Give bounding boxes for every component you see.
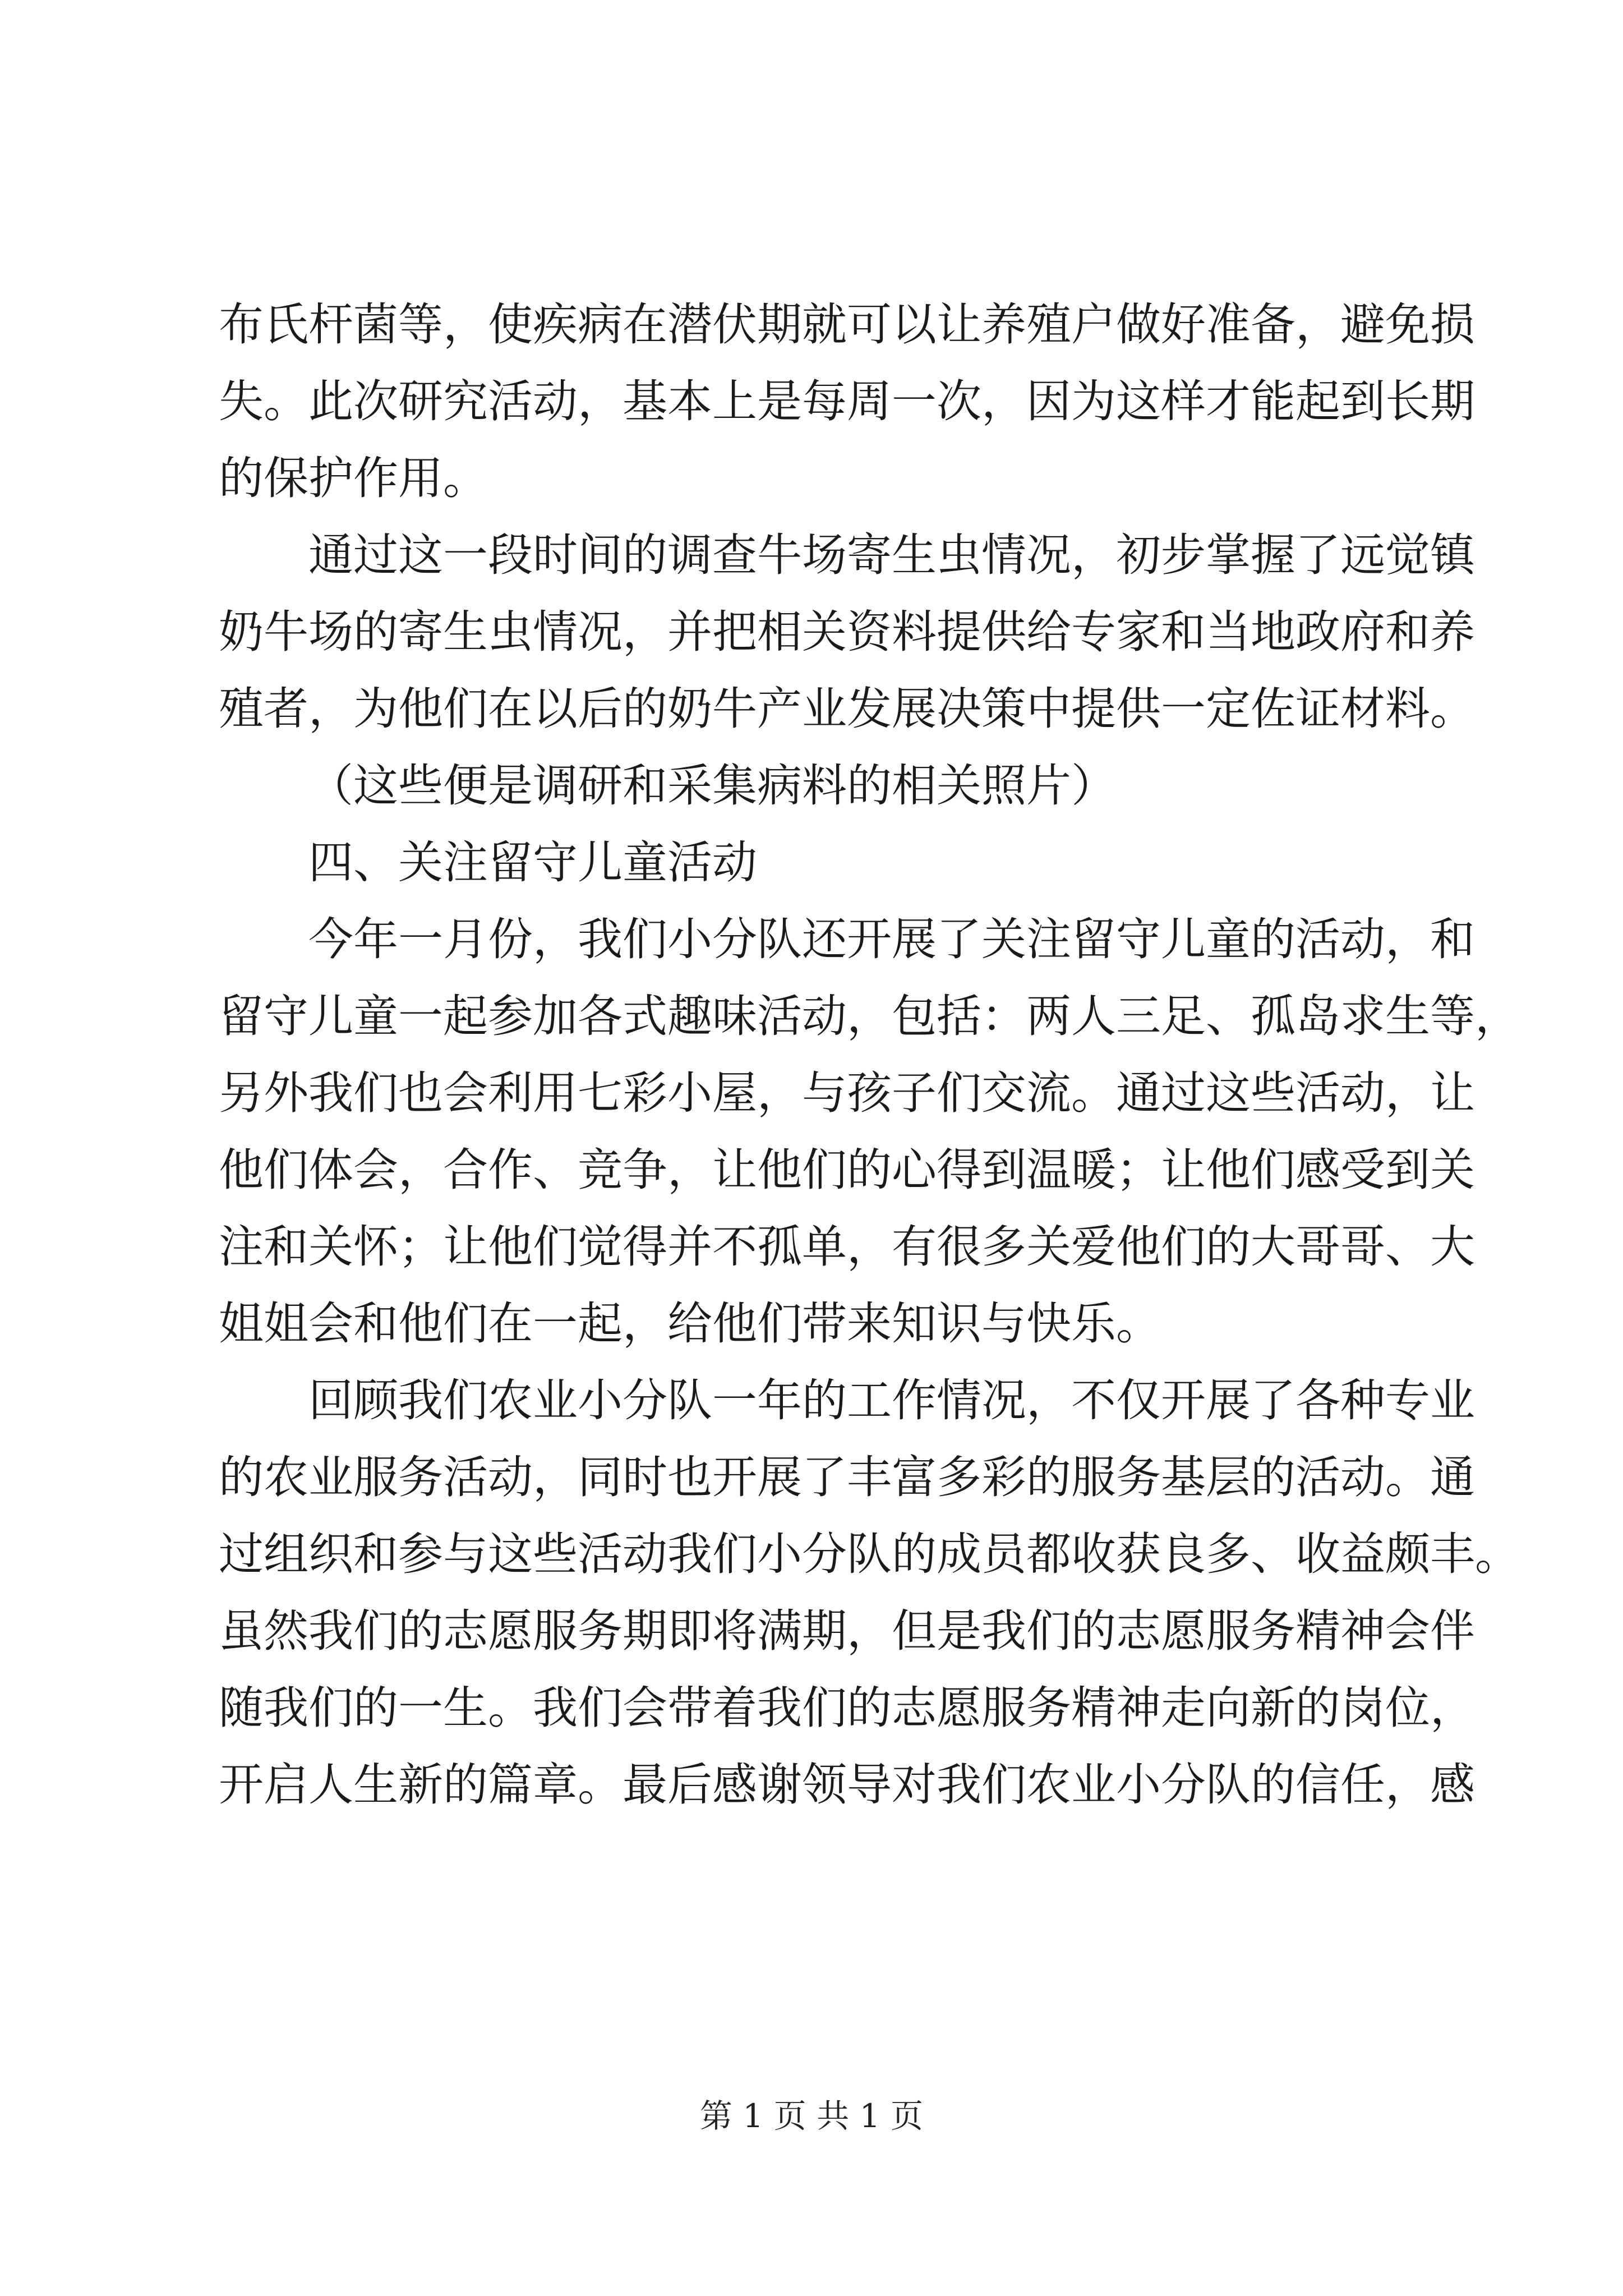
text-line: 奶牛场的寄生虫情况，并把相关资料提供给专家和当地政府和养	[219, 606, 1475, 658]
text-line: 失。此次研究活动，基本上是每周一次，因为这样才能起到长期	[219, 375, 1475, 427]
text-line: 另外我们也会利用七彩小屋，与孩子们交流。通过这些活动，让	[219, 1067, 1475, 1119]
text-line: 留守儿童一起参加各式趣味活动，包括：两人三足、孤岛求生等，	[219, 990, 1520, 1042]
paragraph-first-line: 回顾我们农业小分队一年的工作情况，不仅开展了各种专业	[308, 1374, 1475, 1427]
page-footer: 第 1 页 共 1 页	[700, 2097, 923, 2135]
text-line: 的保护作用。	[219, 452, 488, 504]
paragraph-first-line: 通过这一段时间的调查牛场寄生虫情况，初步掌握了远觉镇	[308, 529, 1475, 581]
text-line: 随我们的一生。我们会带着我们的志愿服务精神走向新的岗位，	[219, 1682, 1475, 1734]
text-line: 布氏杆菌等，使疾病在潜伏期就可以让养殖户做好准备，避免损	[219, 298, 1475, 351]
text-line: 注和关怀；让他们觉得并不孤单，有很多关爱他们的大哥哥、大	[219, 1221, 1475, 1273]
text-line: 虽然我们的志愿服务期即将满期，但是我们的志愿服务精神会伴	[219, 1605, 1475, 1657]
text-line: 的农业服务活动，同时也开展了丰富多彩的服务基层的活动。通	[219, 1451, 1475, 1503]
photo-caption: （这些便是调研和采集病料的相关照片）	[308, 760, 1116, 812]
section-heading: 四、关注留守儿童活动	[308, 836, 757, 889]
text-line: 殖者，为他们在以后的奶牛产业发展决策中提供一定佐证材料。	[219, 683, 1475, 735]
text-line: 过组织和参与这些活动我们小分队的成员都收获良多、收益颇丰。	[219, 1528, 1520, 1580]
text-line: 他们体会，合作、竞争，让他们的心得到温暖；让他们感受到关	[219, 1144, 1475, 1196]
text-line: 姐姐会和他们在一起，给他们带来知识与快乐。	[219, 1297, 1161, 1350]
document-body	[219, 286, 1520, 1823]
text-line: 开启人生新的篇章。最后感谢领导对我们农业小分队的信任，感	[219, 1759, 1475, 1811]
paragraph-first-line: 今年一月份，我们小分队还开展了关注留守儿童的活动，和	[308, 913, 1475, 965]
